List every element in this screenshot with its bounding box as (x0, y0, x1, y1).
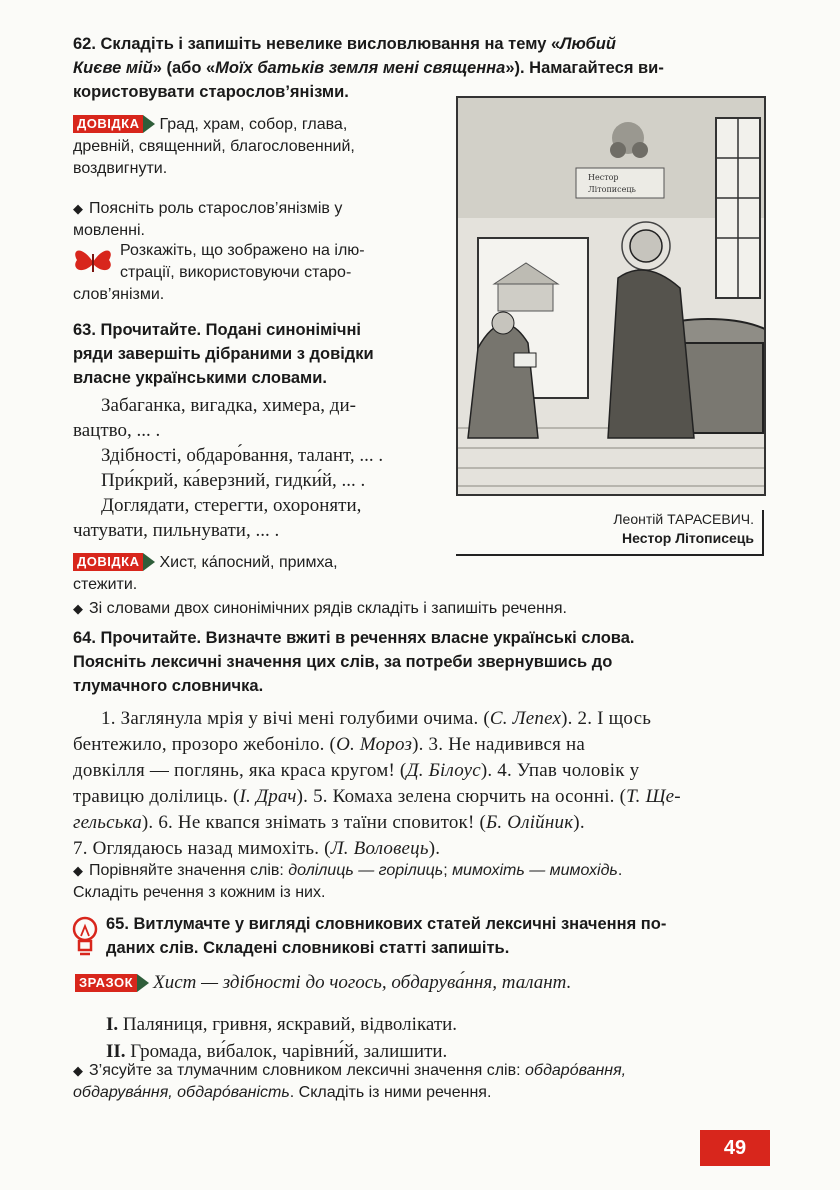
dovidka-badge: ДОВІДКА (73, 553, 143, 571)
inscription-line-1: Нестор (588, 173, 619, 182)
task-65-question: ◆ З’ясуйте за тлумачним словником лексичні значення слів: обдаро́вання, обдарува́ння, обдаро́ваність. Складіть із ними речення. (73, 1062, 627, 1101)
butterfly-icon (73, 242, 113, 282)
lightbulb-icon (70, 914, 100, 958)
task-64-question: ◆ Порівняйте значення слів: долілиць — горілиць; мимохіть — мимохідь. Складіть речення з кожним із них. (73, 862, 623, 901)
diamond-bullet-icon: ◆ (73, 201, 83, 216)
task-62-question-2: Розкажіть, що зображено на ілю- страції, використовуючи старо- (120, 242, 365, 281)
illustration-caption (456, 510, 764, 556)
diamond-bullet-icon: ◆ (73, 863, 83, 878)
illustration-nestor (456, 96, 766, 496)
task-63-header: 63. Прочитайте. Подані синонімічні ряди завершіть дібраними з довідки власне українськими словами. (73, 321, 374, 387)
task-62-header: 62. Складіть і запишіть невелике висловлювання на тему «Любий Києве мій» (або «Моїх батьків земля мені священна»). Намагайтеся ви- користовувати старослов’янізми. (73, 35, 664, 101)
inscription-line-2: Літописець (588, 185, 636, 194)
engraving-image (458, 98, 764, 494)
caption-title: Нестор Літописець (622, 530, 754, 546)
task-62-question-1: ◆ Поясніть роль старослов’янізмів у мовленні. (73, 200, 343, 239)
task-64-sentences: 1. Заглянула мрія у вічі мені голубими очима. (С. Лепех). 2. І щось бентежило, прозоро жебоніло. (О. Мороз). 3. Не надивився на довкілля — поглянь, яка краса кругом! (Д. Білоус). 4. Упав чоловік у травицю долілиць. (І. Драч). 5. Комаха зелена сюрчить на осонні. (Т. Ще- гельська). 6. Не квапся знімать з таїни сповиток! (Б. Олійник). 7. Оглядаюсь назад мимохіть. (Л. Воловець). (73, 708, 681, 859)
task-63-question: ◆ Зі словами двох синонімічних рядів складіть і запишіть речення. (73, 600, 567, 617)
dovidka-badge: ДОВІДКА (73, 115, 143, 133)
task-63-dovidka: ДОВІДКА Хист, ка́посний, примха, стежити. (73, 554, 338, 593)
task-65-word-lists: І. Паляниця, гривня, яскравий, відволікати. ІІ. Громада, ви́балок, чарівни́й, залишити. (106, 1014, 458, 1062)
task-62-dovidka: ДОВІДКА Град, храм, собор, глава, древній, священний, благословенний, воздвигнути. (73, 116, 355, 177)
task-65-sample: ЗРАЗОК Хист — здібності до чогось, обдарува́ння, талант. (75, 970, 775, 995)
sample-badge: ЗРАЗОК (75, 974, 137, 992)
task-63-rows: Забаганка, вигадка, химера, ди- вацтво, ... . Здібності, обдаро́вання, талант, ... . При́крий, ка́верзний, гидки́й, ... . Доглядати, стерегти, охороняти, чатувати, пильнувати, ... . (73, 395, 384, 541)
page-number: 49 (700, 1130, 770, 1166)
task-65-header: 65. Витлумачте у вигляді словникових статей лексичні значення по- даних слів. Складені словникові статті запишіть. (106, 915, 667, 957)
diamond-bullet-icon: ◆ (73, 601, 83, 616)
caption-author: Леонтій ТАРАСЕВИЧ. (613, 511, 754, 527)
task-64-header: 64. Прочитайте. Визначте вжиті в реченнях власне українські слова. Поясніть лексичні значення цих слів, за потреби звернувшись до тлумачного словничка. (73, 629, 635, 695)
diamond-bullet-icon: ◆ (73, 1063, 83, 1078)
